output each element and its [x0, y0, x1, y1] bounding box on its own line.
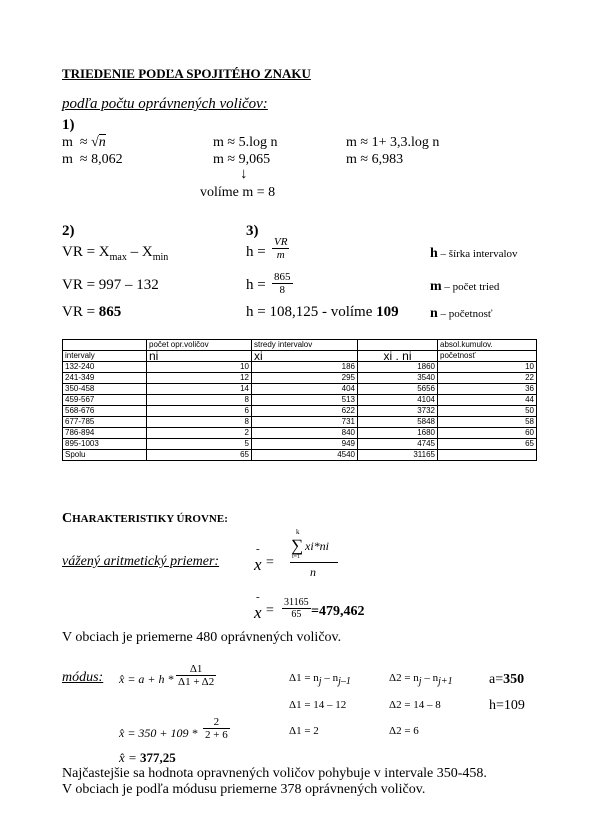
mean-result: =479,462: [311, 604, 365, 619]
a-value: a=350: [489, 672, 525, 687]
table-cell: 132-240: [63, 362, 147, 373]
table-row: [63, 373, 537, 384]
table-cell: 65: [147, 450, 252, 461]
value-sqrt: m ≈ 8,062: [62, 152, 123, 167]
table-body: [63, 362, 537, 461]
table-cell: 949: [252, 439, 358, 450]
mean-fraction-numerator: [290, 528, 338, 563]
table-cell: 8: [147, 395, 252, 406]
table-cell: 44: [438, 395, 537, 406]
mean-interpretation: V obciach je priemerne 480 oprávnených voličov.: [62, 630, 342, 645]
arrow-down-icon: ↓: [240, 166, 248, 182]
table-row: [63, 417, 537, 428]
table-cell: 6: [147, 406, 252, 417]
delta1-definition: $\Delta 1 = n_j - n_{j-1}$: [289, 672, 351, 688]
table-cell: 8: [147, 417, 252, 428]
delta2-definition: $\Delta 2 = n_j - n_{j+1}$: [389, 672, 453, 688]
table-row: [63, 428, 537, 439]
modus-interpretation-1: Najčastejšie sa hodnota opravnených voličov pohybuje v intervale 350-458.: [62, 766, 487, 781]
h-eq-1: h =: [246, 244, 266, 260]
table-cell: 4745: [358, 439, 438, 450]
delta2-calc: Δ2 = 14 – 8: [389, 699, 441, 711]
x-bar-symbol-2: x: [254, 603, 262, 622]
modus-fraction: $\frac{\Delta 1}{\Delta 1 + \Delta 2}$: [178, 663, 215, 688]
table-row: [63, 395, 537, 406]
table-cell: 22: [438, 373, 537, 384]
weighted-mean-label: vážený aritmetický priemer:: [62, 554, 220, 569]
table-cell: [438, 450, 537, 461]
legend-m: m – počet tried: [430, 279, 500, 294]
table-cell: 4540: [252, 450, 358, 461]
table-cell: 65: [438, 439, 537, 450]
table-row: [63, 439, 537, 450]
sqrt-expression: √n: [91, 135, 106, 150]
h-value: h=109: [489, 698, 525, 713]
table-cell: Spolu: [63, 450, 147, 461]
table-cell: 2: [147, 428, 252, 439]
table-row: [63, 384, 537, 395]
choose-m: volíme m = 8: [200, 185, 276, 200]
table-cell: 4104: [358, 395, 438, 406]
table-cell: 31165: [358, 450, 438, 461]
table-row: [63, 362, 537, 373]
x-bar-overline: -: [256, 543, 260, 555]
section-2-label: 2): [62, 223, 75, 239]
x-bar-overline-2: -: [256, 591, 260, 603]
table-row: [63, 406, 537, 417]
table-cell: 10: [438, 362, 537, 373]
h-fraction: $\frac{VR}{m}$: [274, 236, 288, 261]
modus-interpretation-2: V obciach je podľa módusu priemerne 378 oprávnených voličov.: [62, 782, 426, 797]
delta2-result: Δ2 = 6: [389, 725, 419, 737]
table-cell: 241-349: [63, 373, 147, 384]
approx-symbol: ≈: [79, 135, 88, 150]
delta1-calc: Δ1 = 14 – 12: [289, 699, 347, 711]
modus-formula-lhs: x̂ = a + h *: [119, 672, 174, 686]
page-title: TRIEDENIE PODĽA SPOJITÉHO ZNAKU: [62, 66, 311, 81]
frequency-table: [62, 339, 537, 461]
delta1-result: Δ1 = 2: [289, 725, 319, 737]
section-1-label: 1): [62, 117, 75, 133]
table-cell: 895-1003: [63, 439, 147, 450]
sqrt-n: n: [98, 135, 106, 150]
table-cell: 3540: [358, 373, 438, 384]
h-fraction-values: $\frac{865}{8}$: [274, 271, 291, 296]
table-cell: 5: [147, 439, 252, 450]
table-cell: 350-458: [63, 384, 147, 395]
table-cell: 58: [438, 417, 537, 428]
table-cell: 10: [147, 362, 252, 373]
mean-equals-2: =: [266, 603, 274, 618]
table-cell: 1860: [358, 362, 438, 373]
legend-h: h – šírka intervalov: [430, 246, 518, 261]
modus-substitution-lhs: x̂ = 350 + 109 *: [119, 726, 198, 740]
section-3-label: 3): [246, 223, 259, 239]
table-cell: 14: [147, 384, 252, 395]
modus-label: módus:: [62, 670, 104, 685]
table-cell: 295: [252, 373, 358, 384]
formula-log: m ≈ 5.log n: [213, 135, 278, 150]
modus-substitution-fraction: $\frac{2}{2 + 6}$: [205, 716, 228, 741]
table-cell: 60: [438, 428, 537, 439]
table-cell: 5848: [358, 417, 438, 428]
sum-expression: xi*ni: [305, 539, 329, 553]
table-header-row-2: intervaly ni xi xi . ni početnosť: [63, 351, 537, 362]
m-symbol: m: [62, 135, 73, 150]
value-log: m ≈ 9,065: [213, 152, 271, 167]
table-cell: 622: [252, 406, 358, 417]
vr-formula: VR = $X_{max} - X_{min}$: [62, 244, 169, 263]
sum-bottom: i=1: [292, 554, 301, 560]
table-cell: 50: [438, 406, 537, 417]
legend-n: n – početnosť: [430, 306, 493, 321]
subtitle: podľa počtu oprávnených voličov:: [62, 96, 268, 112]
table-cell: 513: [252, 395, 358, 406]
formula-sturges: m ≈ 1+ 3,3.log n: [346, 135, 440, 150]
mean-equals: =: [266, 555, 274, 570]
mean-value-fraction: $\frac{31165}{65}$: [284, 597, 309, 620]
table-cell: 1680: [358, 428, 438, 439]
modus-result: x̂ = 377,25: [119, 750, 176, 765]
table-row: [63, 450, 537, 461]
formula-sqrt: [62, 136, 106, 150]
table-cell: 5656: [358, 384, 438, 395]
mean-fraction-denominator: n: [310, 565, 316, 579]
table-cell: 12: [147, 373, 252, 384]
table-cell: 186: [252, 362, 358, 373]
table-cell: 3732: [358, 406, 438, 417]
table-header-row-1: počet opr.voličov stredy intervalov absol.kumulov.: [63, 340, 537, 351]
table-cell: 459-567: [63, 395, 147, 406]
h-result: h = 108,125 - volíme 109: [246, 304, 399, 320]
x-bar-symbol: x: [254, 555, 262, 574]
sum-icon: ∑: [291, 536, 304, 555]
vr-values: VR = 997 – 132: [62, 277, 159, 293]
section-heading-characteristics: CHARAKTERISTIKY ÚROVNE:: [62, 511, 228, 526]
sum-top: k: [296, 528, 300, 536]
table-cell: 840: [252, 428, 358, 439]
value-sturges: m ≈ 6,983: [346, 152, 404, 167]
h-eq-2: h =: [246, 277, 266, 293]
table-cell: 786-894: [63, 428, 147, 439]
vr-result: VR = 865: [62, 304, 122, 320]
table-cell: 404: [252, 384, 358, 395]
table-cell: 568-676: [63, 406, 147, 417]
table-cell: 731: [252, 417, 358, 428]
table-cell: 36: [438, 384, 537, 395]
table-cell: 677-785: [63, 417, 147, 428]
